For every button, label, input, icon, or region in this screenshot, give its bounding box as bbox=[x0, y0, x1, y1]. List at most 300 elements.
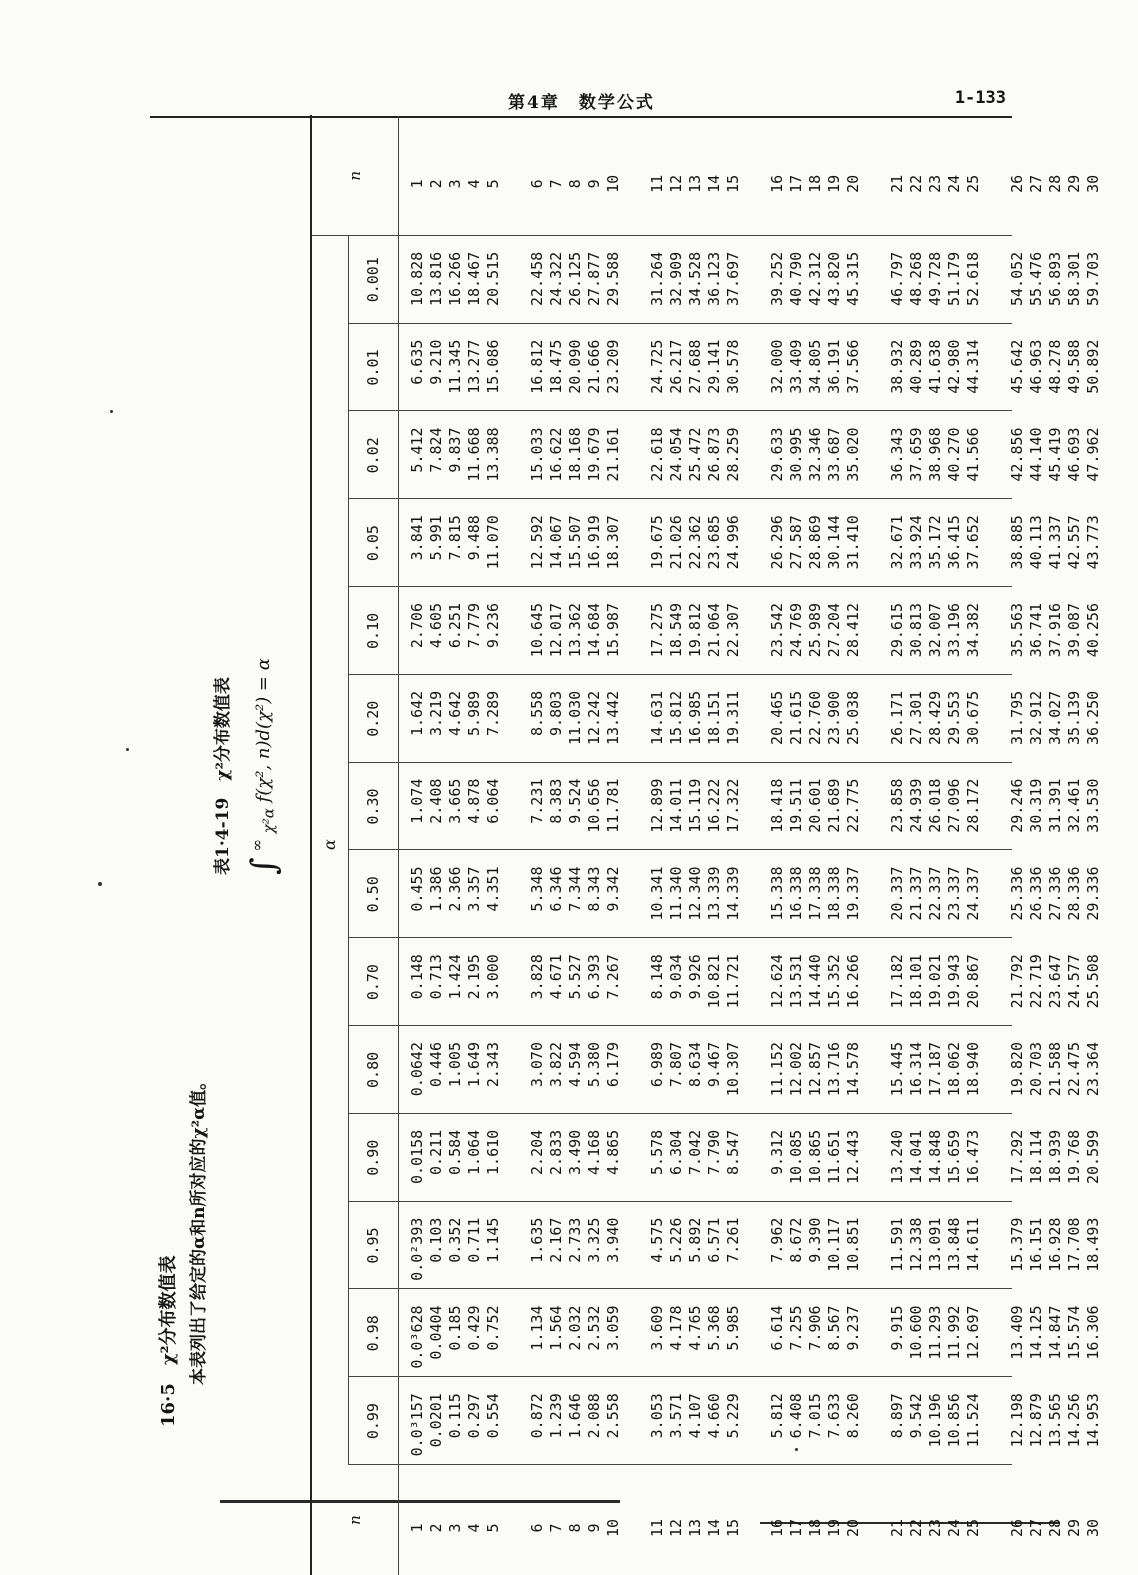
value-cell: 10.307 bbox=[724, 1042, 742, 1097]
value-cell: 11.721 bbox=[724, 954, 742, 1009]
value-cell: 33.687 bbox=[825, 427, 843, 482]
value-cell: 0.148 bbox=[408, 954, 426, 1000]
value-cell: 13.277 bbox=[465, 339, 483, 394]
row-group bbox=[408, 954, 528, 1026]
value-cell: 11.340 bbox=[667, 866, 685, 921]
value-cell: 32.461 bbox=[1065, 778, 1083, 833]
n-cell: 17 bbox=[787, 1518, 805, 1538]
value-cell: 5.380 bbox=[585, 1042, 603, 1088]
speck bbox=[98, 882, 102, 886]
value-cell: 10.851 bbox=[844, 1217, 862, 1272]
chi-square-table bbox=[310, 115, 1102, 1575]
n-cell: 8 bbox=[566, 1523, 584, 1533]
row-group bbox=[888, 1305, 1008, 1377]
value-cell: 6.614 bbox=[768, 1305, 786, 1351]
value-cell: 3.325 bbox=[585, 1217, 603, 1263]
value-cell: 29.336 bbox=[1084, 866, 1102, 921]
value-cell: 0.0³157 bbox=[408, 1393, 426, 1457]
value-cell: 28.336 bbox=[1065, 866, 1083, 921]
value-cell: 36.741 bbox=[1027, 603, 1045, 658]
value-cell: 35.563 bbox=[1008, 603, 1026, 658]
row-group bbox=[888, 1042, 1008, 1114]
value-cell: 2.088 bbox=[585, 1393, 603, 1439]
value-cell: 0.352 bbox=[446, 1217, 464, 1263]
alpha-column-header: 0.99 bbox=[348, 1377, 399, 1465]
value-column-7 bbox=[408, 763, 1102, 851]
value-cell: 18.168 bbox=[566, 427, 584, 482]
n-cell: 16 bbox=[768, 1518, 786, 1538]
n-cell: 13 bbox=[686, 1518, 704, 1538]
value-cell: 5.412 bbox=[408, 427, 426, 473]
value-cell: 13.442 bbox=[604, 690, 622, 745]
n-header-left: n bbox=[312, 1465, 399, 1575]
row-group bbox=[1008, 1481, 1128, 1575]
value-cell: 12.443 bbox=[844, 1129, 862, 1184]
value-cell: 26.873 bbox=[705, 427, 723, 482]
value-cell: 2.532 bbox=[585, 1305, 603, 1351]
value-cell: 24.939 bbox=[907, 778, 925, 833]
value-cell: 1.239 bbox=[547, 1393, 565, 1439]
value-cell: 0.554 bbox=[484, 1393, 502, 1439]
value-cell: 6.064 bbox=[484, 778, 502, 824]
value-cell: 16.812 bbox=[528, 339, 546, 394]
n-cell: 8 bbox=[566, 179, 584, 189]
value-column-1 bbox=[408, 1289, 1102, 1377]
alpha-column-header: 0.01 bbox=[348, 324, 399, 412]
value-cell: 44.140 bbox=[1027, 427, 1045, 482]
value-cell: 14.847 bbox=[1046, 1305, 1064, 1360]
value-cell: 27.096 bbox=[945, 778, 963, 833]
value-cell: 11.591 bbox=[888, 1217, 906, 1272]
value-cell: 4.660 bbox=[705, 1393, 723, 1439]
value-cell: 37.566 bbox=[844, 339, 862, 394]
value-cell: 12.002 bbox=[787, 1042, 805, 1097]
value-cell: 10.821 bbox=[705, 954, 723, 1009]
value-cell: 7.042 bbox=[686, 1129, 704, 1175]
value-cell: 1.646 bbox=[566, 1393, 584, 1439]
value-cell: 39.252 bbox=[768, 251, 786, 306]
value-cell: 18.418 bbox=[768, 778, 786, 833]
row-group bbox=[888, 779, 1008, 851]
formula-lower-limit: χ²α bbox=[259, 808, 278, 834]
value-cell: 7.824 bbox=[427, 427, 445, 473]
value-cell: 38.968 bbox=[926, 427, 944, 482]
value-cell: 0.115 bbox=[446, 1393, 464, 1439]
row-group bbox=[648, 1042, 768, 1114]
value-cell: 22.362 bbox=[686, 515, 704, 570]
n-cell: 27 bbox=[1027, 1518, 1045, 1538]
value-cell: 22.307 bbox=[724, 603, 742, 658]
n-cell: 9 bbox=[585, 179, 603, 189]
row-group bbox=[528, 1218, 648, 1290]
n-cell: 11 bbox=[648, 1518, 666, 1538]
value-cell: 27.877 bbox=[585, 251, 603, 306]
value-cell: 55.476 bbox=[1027, 251, 1045, 306]
value-cell: 19.021 bbox=[926, 954, 944, 1009]
row-group bbox=[648, 427, 768, 499]
value-cell: 33.196 bbox=[945, 603, 963, 658]
value-cell: 25.989 bbox=[806, 603, 824, 658]
value-cell: 16.151 bbox=[1027, 1217, 1045, 1272]
row-group bbox=[528, 1481, 648, 1575]
value-cell: 3.059 bbox=[604, 1305, 622, 1351]
value-cell: 21.689 bbox=[825, 778, 843, 833]
value-cell: 18.062 bbox=[945, 1042, 963, 1097]
row-group bbox=[1008, 427, 1128, 499]
value-cell: 14.339 bbox=[724, 866, 742, 921]
value-cell: 20.599 bbox=[1084, 1129, 1102, 1184]
row-group bbox=[768, 779, 888, 851]
row-group bbox=[528, 1042, 648, 1114]
value-cell: 1.649 bbox=[465, 1042, 483, 1088]
alpha-column-header: 0.70 bbox=[348, 938, 399, 1026]
value-cell: 5.812 bbox=[768, 1393, 786, 1439]
value-cell: 42.980 bbox=[945, 339, 963, 394]
value-cell: 13.362 bbox=[566, 603, 584, 658]
value-cell: 15.812 bbox=[667, 690, 685, 745]
value-cell: 37.652 bbox=[964, 515, 982, 570]
table-title: 表1·4-19 χ²分布数值表 bbox=[213, 677, 233, 875]
formula-upper-limit: ∞ bbox=[248, 839, 266, 852]
value-cell: 36.250 bbox=[1084, 690, 1102, 745]
value-cell: 1.564 bbox=[547, 1305, 565, 1351]
value-cell: 2.195 bbox=[465, 954, 483, 1000]
n-cell: 24 bbox=[945, 1518, 963, 1538]
value-cell: 21.337 bbox=[907, 866, 925, 921]
n-cell: 27 bbox=[1027, 174, 1045, 193]
value-cell: 4.865 bbox=[604, 1129, 622, 1175]
value-cell: 11.524 bbox=[964, 1393, 982, 1448]
row-group bbox=[648, 1393, 768, 1465]
value-cell: 8.558 bbox=[528, 690, 546, 736]
row-group bbox=[768, 603, 888, 675]
value-cell: 14.011 bbox=[667, 778, 685, 833]
value-cell: 11.293 bbox=[926, 1305, 944, 1360]
value-cell: 36.415 bbox=[945, 515, 963, 570]
value-column-0 bbox=[408, 1377, 1102, 1465]
row-group bbox=[408, 1481, 528, 1575]
n-cell: 10 bbox=[604, 174, 622, 193]
value-cell: 3.828 bbox=[528, 954, 546, 1000]
value-cell: 0.185 bbox=[446, 1305, 464, 1351]
row-group bbox=[648, 1481, 768, 1575]
value-cell: 28.172 bbox=[964, 778, 982, 833]
value-cell: 26.336 bbox=[1027, 866, 1045, 921]
value-cell: 27.587 bbox=[787, 515, 805, 570]
value-cell: 7.815 bbox=[446, 515, 464, 561]
row-group bbox=[528, 1393, 648, 1465]
value-cell: 46.797 bbox=[888, 251, 906, 306]
n-cell: 20 bbox=[844, 174, 862, 193]
alpha-column-header: 0.20 bbox=[348, 675, 399, 763]
value-cell: 1.642 bbox=[408, 690, 426, 736]
n-cell: 2 bbox=[427, 1523, 445, 1533]
value-cell: 13.816 bbox=[427, 251, 445, 306]
value-cell: 4.575 bbox=[648, 1217, 666, 1263]
rotated-page-content bbox=[150, 115, 1102, 1575]
row-group bbox=[408, 779, 528, 851]
value-cell: 28.429 bbox=[926, 690, 944, 745]
value-cell: 17.182 bbox=[888, 954, 906, 1009]
row-group bbox=[1008, 340, 1128, 412]
value-cell: 14.067 bbox=[547, 515, 565, 570]
alpha-label: α bbox=[320, 839, 339, 850]
value-cell: 15.119 bbox=[686, 778, 704, 833]
value-cell: 7.906 bbox=[806, 1305, 824, 1351]
row-group bbox=[408, 866, 528, 938]
value-cell: 21.161 bbox=[604, 427, 622, 482]
value-cell: 15.445 bbox=[888, 1042, 906, 1097]
n-cell: 26 bbox=[1008, 1518, 1026, 1538]
n-cell: 16 bbox=[768, 174, 786, 193]
value-cell: 20.465 bbox=[768, 690, 786, 745]
value-cell: 7.267 bbox=[604, 954, 622, 1000]
value-cell: 19.311 bbox=[724, 690, 742, 745]
value-cell: 10.341 bbox=[648, 866, 666, 921]
value-cell: 14.848 bbox=[926, 1129, 944, 1184]
value-cell: 32.346 bbox=[806, 427, 824, 482]
n-cell: 17 bbox=[787, 174, 805, 193]
row-group bbox=[1008, 252, 1128, 324]
section-note: 本表列出了给定的α和n所对应的χ²α值。 bbox=[189, 1072, 209, 1385]
value-cell: 1.424 bbox=[446, 954, 464, 1000]
value-cell: 9.837 bbox=[446, 427, 464, 473]
value-cell: 0.711 bbox=[465, 1217, 483, 1263]
value-cell: 10.865 bbox=[806, 1129, 824, 1184]
n-cell: 9 bbox=[585, 1523, 603, 1533]
value-cell: 18.940 bbox=[964, 1042, 982, 1097]
value-cell: 37.659 bbox=[907, 427, 925, 482]
value-cell: 8.672 bbox=[787, 1217, 805, 1263]
value-cell: 15.338 bbox=[768, 866, 786, 921]
alpha-column-header: 0.001 bbox=[348, 236, 399, 324]
value-cell: 43.773 bbox=[1084, 515, 1102, 570]
value-cell: 14.953 bbox=[1084, 1393, 1102, 1448]
value-column-11 bbox=[408, 411, 1102, 499]
value-cell: 7.633 bbox=[825, 1393, 843, 1439]
value-cell: 56.893 bbox=[1046, 251, 1064, 306]
row-group bbox=[408, 603, 528, 675]
value-cell: 21.064 bbox=[705, 603, 723, 658]
value-cell: 6.571 bbox=[705, 1217, 723, 1263]
value-cell: 2.408 bbox=[427, 778, 445, 824]
value-cell: 0.0642 bbox=[408, 1042, 426, 1097]
value-column-5 bbox=[408, 938, 1102, 1026]
value-cell: 5.229 bbox=[724, 1393, 742, 1439]
value-cell: 7.261 bbox=[724, 1217, 742, 1263]
value-cell: 30.578 bbox=[724, 339, 742, 394]
value-cell: 1.074 bbox=[408, 778, 426, 824]
chapter-title: 第4章 数学公式 bbox=[508, 93, 655, 113]
value-cell: 0.429 bbox=[465, 1305, 483, 1351]
row-group bbox=[1008, 691, 1128, 763]
value-cell: 0.297 bbox=[465, 1393, 483, 1439]
n-cell: 21 bbox=[888, 174, 906, 193]
value-cell: 21.588 bbox=[1046, 1042, 1064, 1097]
page-number: 1-133 bbox=[954, 88, 1006, 108]
value-cell: 18.475 bbox=[547, 339, 565, 394]
value-cell: 9.312 bbox=[768, 1129, 786, 1175]
value-cell: 9.390 bbox=[806, 1217, 824, 1263]
row-group bbox=[768, 515, 888, 587]
value-cell: 0.0158 bbox=[408, 1129, 426, 1184]
value-column-4 bbox=[408, 1026, 1102, 1114]
value-cell: 25.508 bbox=[1084, 954, 1102, 1009]
value-cell: 10.117 bbox=[825, 1217, 843, 1272]
row-group bbox=[1008, 954, 1128, 1026]
row-group bbox=[648, 691, 768, 763]
value-column-3 bbox=[408, 1114, 1102, 1202]
speck bbox=[126, 748, 129, 751]
value-cell: 24.725 bbox=[648, 339, 666, 394]
value-cell: 23.542 bbox=[768, 603, 786, 658]
row-group bbox=[528, 1130, 648, 1202]
value-cell: 20.090 bbox=[566, 339, 584, 394]
value-cell: 24.337 bbox=[964, 866, 982, 921]
value-cell: 16.622 bbox=[547, 427, 565, 482]
value-cell: 49.728 bbox=[926, 251, 944, 306]
value-cell: 2.733 bbox=[566, 1217, 584, 1263]
value-cell: 28.869 bbox=[806, 515, 824, 570]
row-group bbox=[408, 1042, 528, 1114]
n-cell: 3 bbox=[446, 179, 464, 189]
value-cell: 48.278 bbox=[1046, 339, 1064, 394]
value-cell: 45.315 bbox=[844, 251, 862, 306]
n-cell: 19 bbox=[825, 1518, 843, 1538]
value-cell: 2.366 bbox=[446, 866, 464, 912]
value-cell: 9.926 bbox=[686, 954, 704, 1000]
value-cell: 58.301 bbox=[1065, 251, 1083, 306]
value-cell: 0.211 bbox=[427, 1129, 445, 1175]
value-cell: 15.086 bbox=[484, 339, 502, 394]
value-cell: 20.703 bbox=[1027, 1042, 1045, 1097]
value-cell: 18.307 bbox=[604, 515, 622, 570]
value-cell: 26.171 bbox=[888, 690, 906, 745]
row-group bbox=[408, 515, 528, 587]
n-cell: 4 bbox=[465, 179, 483, 189]
n-cell: 28 bbox=[1046, 174, 1064, 193]
value-cell: 30.995 bbox=[787, 427, 805, 482]
n-cell: 3 bbox=[446, 1523, 464, 1533]
value-cell: 12.879 bbox=[1027, 1393, 1045, 1448]
value-cell: 12.340 bbox=[686, 866, 704, 921]
n-cell: 5 bbox=[484, 179, 502, 189]
value-cell: 17.187 bbox=[926, 1042, 944, 1097]
value-cell: 24.769 bbox=[787, 603, 805, 658]
row-group bbox=[408, 132, 528, 236]
value-cell: 46.963 bbox=[1027, 339, 1045, 394]
speck bbox=[110, 410, 113, 413]
value-cell: 14.631 bbox=[648, 690, 666, 745]
value-cell: 28.259 bbox=[724, 427, 742, 482]
value-cell: 6.251 bbox=[446, 603, 464, 649]
value-cell: 23.647 bbox=[1046, 954, 1064, 1009]
value-cell: 24.577 bbox=[1065, 954, 1083, 1009]
value-cell: 5.892 bbox=[686, 1217, 704, 1263]
value-cell: 41.638 bbox=[926, 339, 944, 394]
n-cell: 21 bbox=[888, 1518, 906, 1538]
value-cell: 37.916 bbox=[1046, 603, 1064, 658]
value-cell: 30.319 bbox=[1027, 778, 1045, 833]
n-column-right bbox=[408, 132, 1102, 236]
value-cell: 5.989 bbox=[465, 690, 483, 736]
row-group bbox=[768, 1218, 888, 1290]
row-group bbox=[648, 132, 768, 236]
value-cell: 3.219 bbox=[427, 690, 445, 736]
value-cell: 7.015 bbox=[806, 1393, 824, 1439]
n-cell: 11 bbox=[648, 174, 666, 193]
value-cell: 14.041 bbox=[907, 1129, 925, 1184]
row-group bbox=[528, 340, 648, 412]
value-column-8 bbox=[408, 675, 1102, 763]
value-cell: 34.805 bbox=[806, 339, 824, 394]
value-cell: 3.357 bbox=[465, 866, 483, 912]
value-cell: 15.574 bbox=[1065, 1305, 1083, 1360]
integral-sign: ∫ bbox=[244, 857, 284, 875]
value-cell: 54.052 bbox=[1008, 251, 1026, 306]
row-group bbox=[528, 1305, 648, 1377]
row-group bbox=[888, 1481, 1008, 1575]
value-cell: 22.719 bbox=[1027, 954, 1045, 1009]
value-cell: 7.344 bbox=[566, 866, 584, 912]
value-cell: 22.475 bbox=[1065, 1042, 1083, 1097]
value-cell: 7.790 bbox=[705, 1129, 723, 1175]
row-group bbox=[768, 1042, 888, 1114]
value-cell: 9.034 bbox=[667, 954, 685, 1000]
value-cell: 1.386 bbox=[427, 866, 445, 912]
value-cell: 19.679 bbox=[585, 427, 603, 482]
value-cell: 40.113 bbox=[1027, 515, 1045, 570]
value-column-2 bbox=[408, 1202, 1102, 1290]
value-cell: 17.275 bbox=[648, 603, 666, 658]
value-cell: 40.270 bbox=[945, 427, 963, 482]
n-cell: 23 bbox=[926, 174, 944, 193]
value-cell: 20.867 bbox=[964, 954, 982, 1009]
value-cell: 33.924 bbox=[907, 515, 925, 570]
value-cell: 51.179 bbox=[945, 251, 963, 306]
value-cell: 34.027 bbox=[1046, 690, 1064, 745]
value-cell: 10.600 bbox=[907, 1305, 925, 1360]
row-group bbox=[768, 427, 888, 499]
value-cell: 17.322 bbox=[724, 778, 742, 833]
value-cell: 9.237 bbox=[844, 1305, 862, 1351]
value-cell: 3.609 bbox=[648, 1305, 666, 1351]
value-cell: 23.858 bbox=[888, 778, 906, 833]
value-cell: 5.368 bbox=[705, 1305, 723, 1351]
row-group bbox=[1008, 866, 1128, 938]
row-group bbox=[768, 1305, 888, 1377]
value-cell: 13.240 bbox=[888, 1129, 906, 1184]
value-cell: 2.343 bbox=[484, 1042, 502, 1088]
n-cell: 15 bbox=[724, 174, 742, 193]
value-cell: 19.812 bbox=[686, 603, 704, 658]
value-cell: 7.231 bbox=[528, 778, 546, 824]
value-cell: 28.412 bbox=[844, 603, 862, 658]
value-cell: 12.338 bbox=[907, 1217, 925, 1272]
value-cell: 1.635 bbox=[528, 1217, 546, 1263]
n-header-right: n bbox=[312, 116, 399, 236]
row-group bbox=[408, 691, 528, 763]
value-cell: 8.260 bbox=[844, 1393, 862, 1439]
value-cell: 23.685 bbox=[705, 515, 723, 570]
row-group bbox=[648, 779, 768, 851]
running-header bbox=[150, 82, 1012, 118]
value-column-6 bbox=[408, 850, 1102, 938]
value-cell: 48.268 bbox=[907, 251, 925, 306]
value-cell: 30.675 bbox=[964, 690, 982, 745]
value-cell: 8.383 bbox=[547, 778, 565, 824]
value-cell: 25.038 bbox=[844, 690, 862, 745]
